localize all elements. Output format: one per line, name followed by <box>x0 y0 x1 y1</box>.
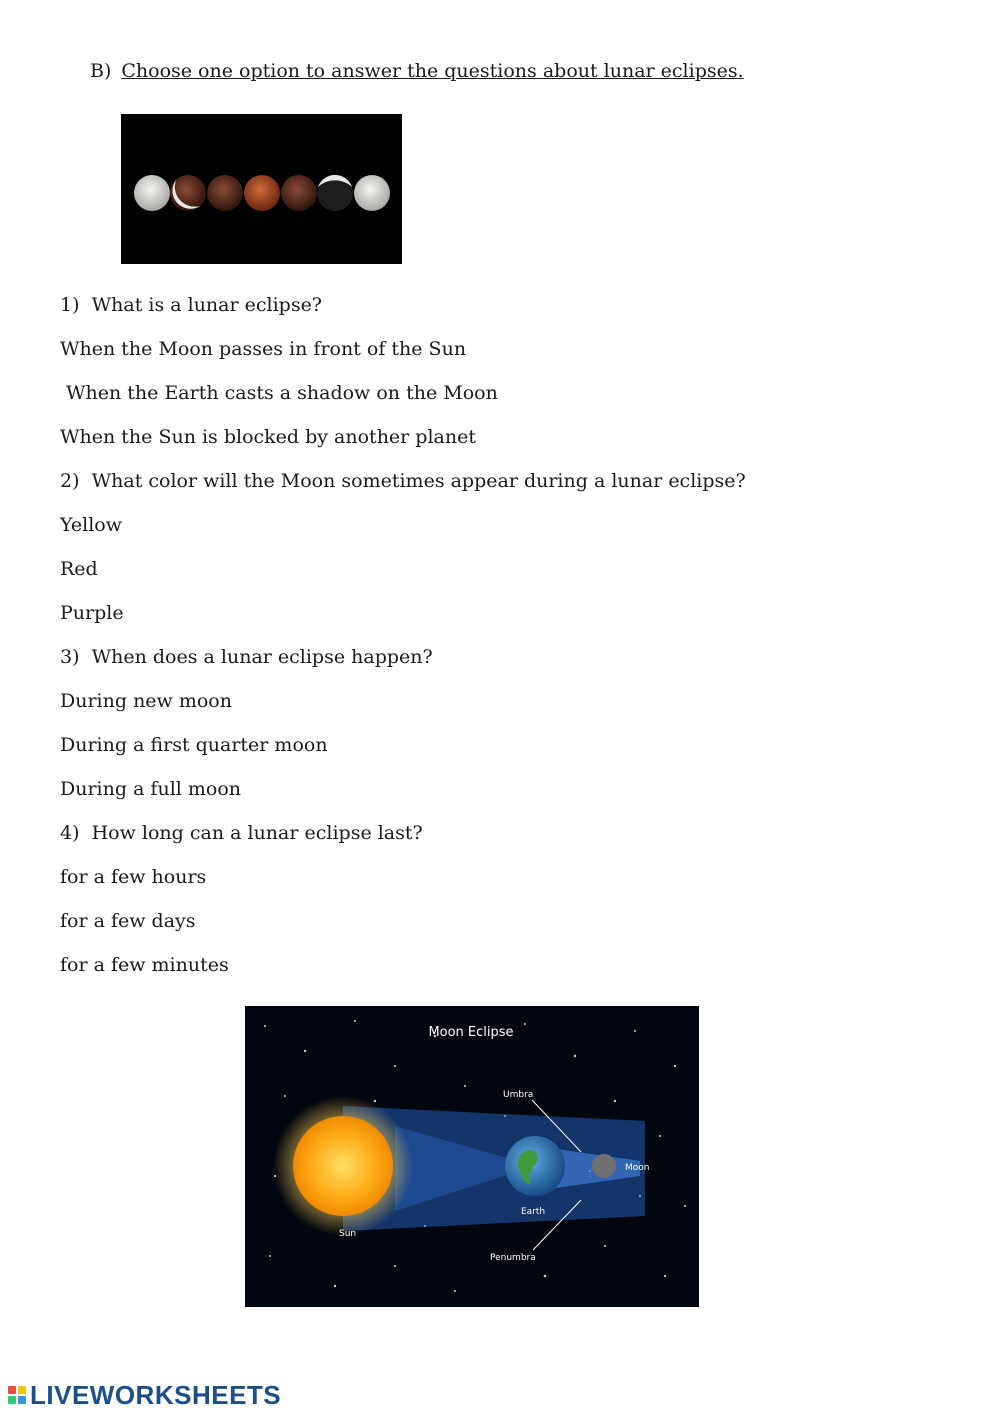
label-sun: Sun <box>339 1229 357 1239</box>
question-text: What color will the Moon sometimes appear during a lunar eclipse? <box>91 470 746 492</box>
moon <box>592 1154 616 1178</box>
moon-phase-5 <box>281 175 317 211</box>
footer-logo[interactable] <box>8 1380 281 1410</box>
q1-option-3[interactable]: When the Sun is blocked by another planet <box>60 426 476 448</box>
question-1 <box>60 294 322 316</box>
logo-square <box>8 1396 16 1404</box>
section-instruction: Choose one option to answer the questions about lunar eclipses. <box>121 60 744 82</box>
q1-option-1[interactable]: When the Moon passes in front of the Sun <box>60 338 467 360</box>
brand-name: LIVEWORKSHEETS <box>30 1379 282 1410</box>
question-text: What is a lunar eclipse? <box>91 294 322 316</box>
lunar-phases-image <box>121 114 402 264</box>
q2-option-3[interactable]: Purple <box>60 602 124 624</box>
q4-option-3[interactable]: for a few minutes <box>60 954 229 976</box>
label-umbra: Umbra <box>503 1090 534 1100</box>
diagram-title: Moon Eclipse <box>428 1025 514 1040</box>
label-penumbra: Penumbra <box>490 1253 536 1263</box>
section-heading <box>90 60 744 82</box>
logo-square <box>18 1396 26 1404</box>
sun <box>293 1116 393 1216</box>
moon-phase-4 <box>244 175 280 211</box>
section-letter: B) <box>90 60 112 82</box>
moon-phase-7 <box>354 175 390 211</box>
logo-square <box>18 1386 26 1394</box>
q3-option-1[interactable]: During new moon <box>60 690 232 712</box>
q4-option-1[interactable]: for a few hours <box>60 866 207 888</box>
question-text: When does a lunar eclipse happen? <box>91 646 433 668</box>
question-number: 2) <box>60 470 80 492</box>
q2-option-2[interactable]: Red <box>60 558 98 580</box>
q3-option-3[interactable]: During a full moon <box>60 778 242 800</box>
question-text: How long can a lunar eclipse last? <box>91 822 423 844</box>
question-4 <box>60 822 423 844</box>
moon-phase-1 <box>134 175 170 211</box>
q2-option-1[interactable]: Yellow <box>60 514 122 536</box>
label-moon: Moon <box>625 1163 650 1173</box>
question-2 <box>60 470 746 492</box>
q3-option-2[interactable]: During a first quarter moon <box>60 734 328 756</box>
question-number: 1) <box>60 294 80 316</box>
moon-phase-3 <box>207 175 243 211</box>
question-3 <box>60 646 433 668</box>
brand-grid-icon <box>8 1386 26 1404</box>
moon-eclipse-diagram <box>245 1006 699 1307</box>
logo-square <box>8 1386 16 1394</box>
label-earth: Earth <box>521 1207 546 1217</box>
q4-option-2[interactable]: for a few days <box>60 910 196 932</box>
question-number: 3) <box>60 646 80 668</box>
q1-option-2[interactable]: When the Earth casts a shadow on the Moon <box>66 382 498 404</box>
earth <box>505 1136 565 1196</box>
question-number: 4) <box>60 822 80 844</box>
